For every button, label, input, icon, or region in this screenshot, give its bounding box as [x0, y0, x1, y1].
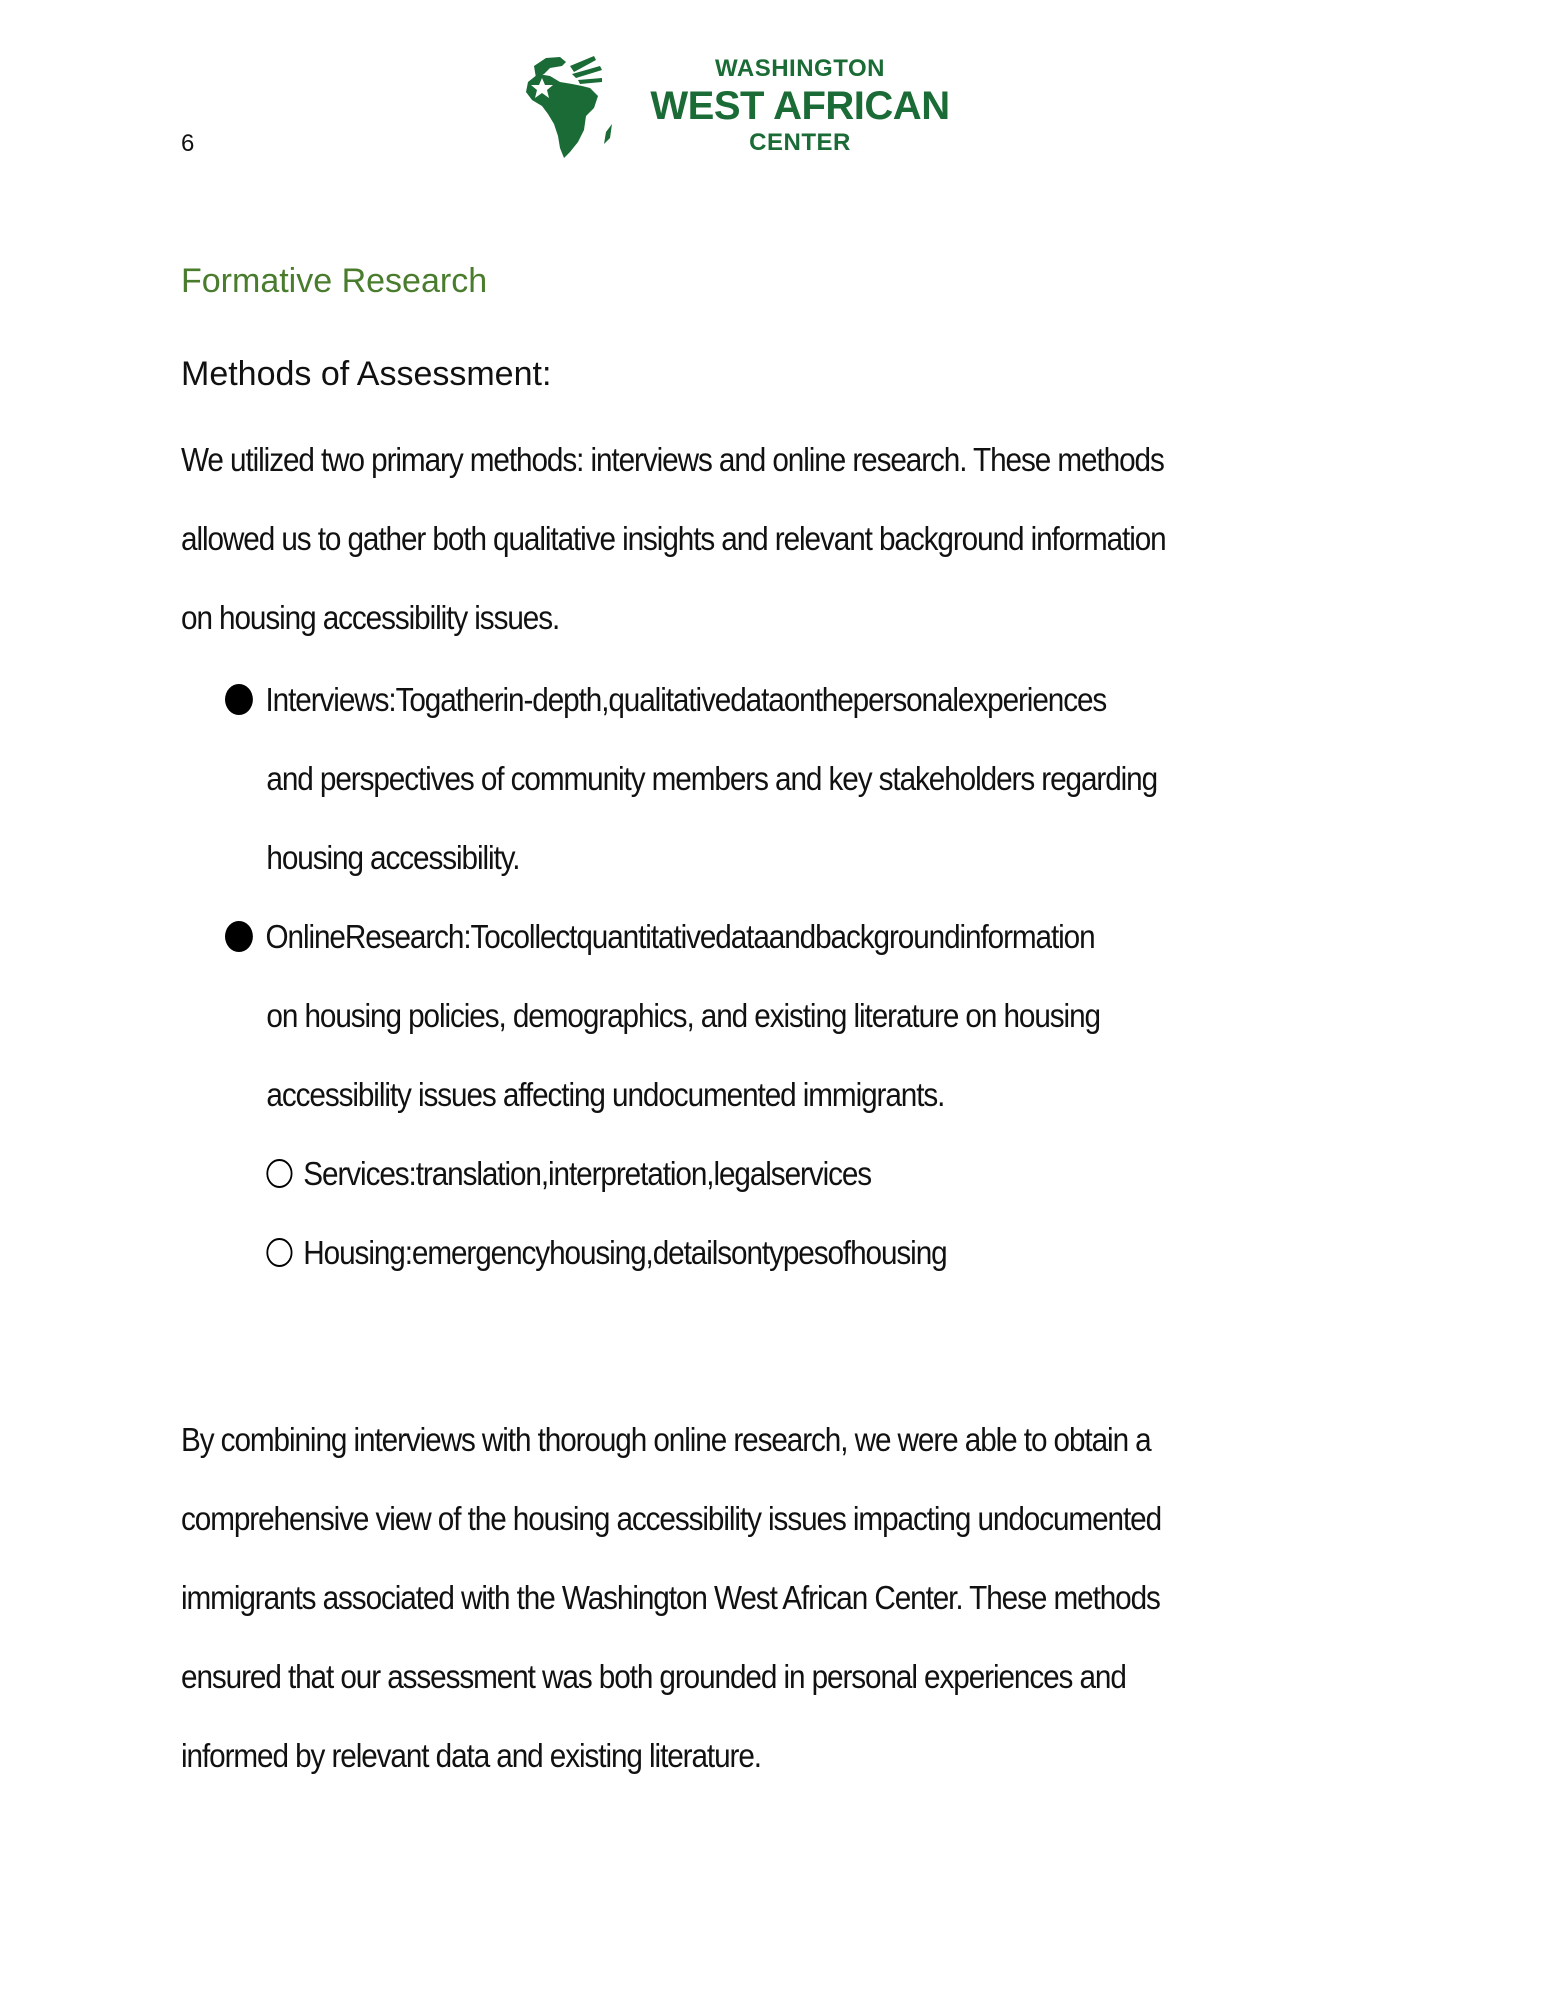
page-number: 6	[181, 130, 195, 157]
logo-text-center: CENTER	[749, 129, 851, 156]
sublist-text: Services:translation,interpretation,legalservices	[303, 1155, 872, 1192]
sublist-item-housing	[266, 1213, 1305, 1292]
methods-list	[225, 660, 1425, 1292]
bullet-text: accessibility issues affecting undocumented immigrants.	[266, 1076, 945, 1113]
list-item-interviews	[225, 660, 1305, 897]
intro-paragraph	[181, 420, 1351, 657]
filled-bullet-icon	[225, 921, 253, 952]
bullet-text: and perspectives of community members and key stakeholders regarding	[266, 760, 1158, 797]
intro-line: on housing accessibility issues.	[181, 599, 560, 636]
methods-subheading: Methods of Assessment:	[181, 355, 552, 393]
intro-line: allowed us to gather both qualitative insights and relevant background information	[181, 520, 1166, 557]
closing-line: By combining interviews with thorough online research, we were able to obtain a	[181, 1421, 1151, 1458]
africa-map-star-icon	[520, 52, 620, 160]
section-heading: Formative Research	[181, 262, 488, 300]
closing-line: immigrants associated with the Washington West African Center. These methods	[181, 1579, 1160, 1616]
closing-line: informed by relevant data and existing literature.	[181, 1737, 761, 1774]
sublist-text: Housing:emergencyhousing,detailsontypesofhousing	[303, 1234, 947, 1271]
list-item-online-research	[225, 897, 1305, 1292]
bullet-text: Interviews:Togatherin-depth,qualitativedataonthepersonalexperiences	[265, 681, 1107, 718]
closing-line: ensured that our assessment was both grounded in personal experiences and	[181, 1658, 1126, 1695]
organization-logo	[520, 52, 950, 162]
closing-paragraph	[181, 1400, 1351, 1795]
filled-bullet-icon	[225, 684, 253, 715]
bullet-text: on housing policies, demographics, and existing literature on housing	[266, 997, 1100, 1034]
online-research-sublist	[225, 1134, 1305, 1292]
bullet-text: OnlineResearch:Tocollectquantitativedataandbackgroundinformation	[265, 918, 1095, 955]
logo-text-west-african: WEST AFRICAN	[650, 84, 950, 128]
sublist-item-services	[266, 1134, 1305, 1213]
hollow-bullet-icon	[266, 1159, 292, 1188]
intro-line: We utilized two primary methods: interviews and online research. These methods	[181, 441, 1164, 478]
hollow-bullet-icon	[266, 1238, 292, 1267]
closing-line: comprehensive view of the housing accessibility issues impacting undocumented	[181, 1500, 1162, 1537]
logo-text-washington: WASHINGTON	[715, 55, 885, 82]
bullet-text: housing accessibility.	[266, 839, 520, 876]
